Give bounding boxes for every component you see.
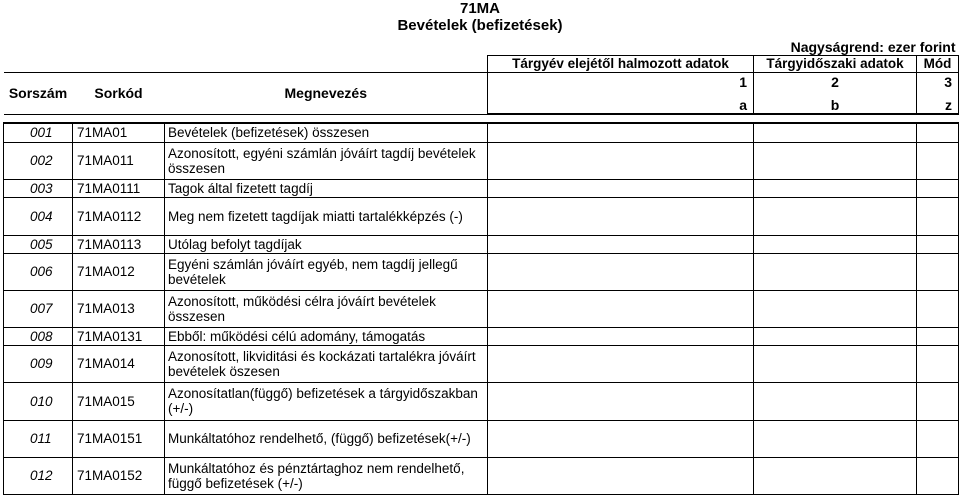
row-number: 006: [4, 253, 73, 290]
value-cell-period[interactable]: [754, 179, 917, 197]
header-name: Megnevezés: [165, 72, 488, 114]
row-number: 003: [4, 179, 73, 197]
row-number: 005: [4, 235, 73, 253]
row-code: 71MA0111: [73, 179, 165, 197]
value-cell-cumulative[interactable]: [488, 142, 754, 179]
row-code: 71MA01: [73, 123, 165, 142]
row-number: 001: [4, 123, 73, 142]
row-code: 71MA014: [73, 345, 165, 382]
value-cell-mode[interactable]: [917, 457, 959, 494]
value-cell-mode[interactable]: [917, 197, 959, 235]
table-row: [4, 235, 959, 253]
row-code: 71MA0151: [73, 420, 165, 457]
value-cell-period[interactable]: [754, 290, 917, 327]
row-number: 004: [4, 197, 73, 235]
value-cell-cumulative[interactable]: [488, 420, 754, 457]
value-cell-cumulative[interactable]: [488, 197, 754, 235]
col2-letter: b: [754, 96, 917, 114]
form-code: 71MA: [459, 0, 500, 17]
header-row-number: Sorszám: [4, 72, 73, 114]
value-cell-period[interactable]: [754, 253, 917, 290]
col-group-mode: Mód: [917, 55, 959, 72]
row-name: Munkáltatóhoz rendelhető, (függő) befizetések(+/-): [165, 420, 488, 457]
value-cell-period[interactable]: [754, 457, 917, 494]
row-code: 71MA012: [73, 253, 165, 290]
table-row: [4, 123, 959, 142]
row-number: 012: [4, 457, 73, 494]
value-cell-mode[interactable]: [917, 382, 959, 420]
row-name: Azonosított, egyéni számlán jóváírt tagdíj bevételek összesen: [165, 142, 488, 179]
value-cell-mode[interactable]: [917, 253, 959, 290]
value-cell-period[interactable]: [754, 197, 917, 235]
value-cell-period[interactable]: [754, 345, 917, 382]
value-cell-mode[interactable]: [917, 327, 959, 345]
col1-letter: a: [488, 96, 754, 114]
row-code: 71MA0152: [73, 457, 165, 494]
row-name: Meg nem fizetett tagdíjak miatti tartalékképzés (-): [165, 197, 488, 235]
value-cell-cumulative[interactable]: [488, 382, 754, 420]
row-code: 71MA0112: [73, 197, 165, 235]
value-cell-cumulative[interactable]: [488, 290, 754, 327]
value-cell-period[interactable]: [754, 327, 917, 345]
row-code: 71MA015: [73, 382, 165, 420]
row-name: Azonosítatlan(függő) befizetések a tárgyidőszakban (+/-): [165, 382, 488, 420]
unit-label: Nagyságrend: ezer forint: [790, 38, 956, 55]
value-cell-mode[interactable]: [917, 179, 959, 197]
table-row: [4, 290, 959, 327]
value-cell-mode[interactable]: [917, 235, 959, 253]
value-cell-mode[interactable]: [917, 345, 959, 382]
col-group-period: Tárgyidőszaki adatok: [754, 55, 917, 72]
row-number: 002: [4, 142, 73, 179]
value-cell-cumulative[interactable]: [488, 179, 754, 197]
value-cell-mode[interactable]: [917, 420, 959, 457]
value-cell-cumulative[interactable]: [488, 235, 754, 253]
value-cell-mode[interactable]: [917, 142, 959, 179]
col3-number: 3: [917, 72, 959, 91]
table-row: [4, 179, 959, 197]
row-name: Munkáltatóhoz és pénztártaghoz nem rendelhető, függő befizetések (+/-): [165, 457, 488, 494]
value-cell-cumulative[interactable]: [488, 457, 754, 494]
row-code: 71MA0113: [73, 235, 165, 253]
row-number: 009: [4, 345, 73, 382]
table-row: [4, 420, 959, 457]
row-code: 71MA0131: [73, 327, 165, 345]
col3-letter: z: [917, 96, 959, 114]
report-table: [3, 38, 959, 495]
table-row: [4, 142, 959, 179]
table-row: [4, 197, 959, 235]
row-code: 71MA011: [73, 142, 165, 179]
row-name: Tagok által fizetett tagdíj: [165, 179, 488, 197]
value-cell-mode[interactable]: [917, 123, 959, 142]
value-cell-cumulative[interactable]: [488, 253, 754, 290]
table-row: [4, 345, 959, 382]
form-title: Bevételek (befizetések): [397, 17, 563, 34]
row-name: Bevételek (befizetések) összesen: [165, 123, 488, 142]
table-row: [4, 457, 959, 494]
value-cell-mode[interactable]: [917, 290, 959, 327]
col2-number: 2: [754, 72, 917, 91]
value-cell-period[interactable]: [754, 235, 917, 253]
value-cell-period[interactable]: [754, 142, 917, 179]
col-group-cumulative: Tárgyév elejétől halmozott adatok: [488, 55, 754, 72]
row-number: 011: [4, 420, 73, 457]
table-row: [4, 382, 959, 420]
row-number: 010: [4, 382, 73, 420]
value-cell-cumulative[interactable]: [488, 327, 754, 345]
value-cell-period[interactable]: [754, 382, 917, 420]
row-number: 007: [4, 290, 73, 327]
row-code: 71MA013: [73, 290, 165, 327]
value-cell-cumulative[interactable]: [488, 123, 754, 142]
value-cell-period[interactable]: [754, 420, 917, 457]
value-cell-cumulative[interactable]: [488, 345, 754, 382]
row-number: 008: [4, 327, 73, 345]
row-name: Azonosított, működési célra jóváírt bevételek összesen: [165, 290, 488, 327]
row-name: Ebből: működési célú adomány, támogatás: [165, 327, 488, 345]
table-row: [4, 327, 959, 345]
header-row-code: Sorkód: [73, 72, 165, 114]
col1-number: 1: [488, 72, 754, 91]
table-row: [4, 253, 959, 290]
row-name: Egyéni számlán jóváírt egyéb, nem tagdíj jellegű bevételek: [165, 253, 488, 290]
row-name: Azonosított, likviditási és kockázati tartalékra jóváírt bevételek öszesen: [165, 345, 488, 382]
row-name: Utólag befolyt tagdíjak: [165, 235, 488, 253]
value-cell-period[interactable]: [754, 123, 917, 142]
